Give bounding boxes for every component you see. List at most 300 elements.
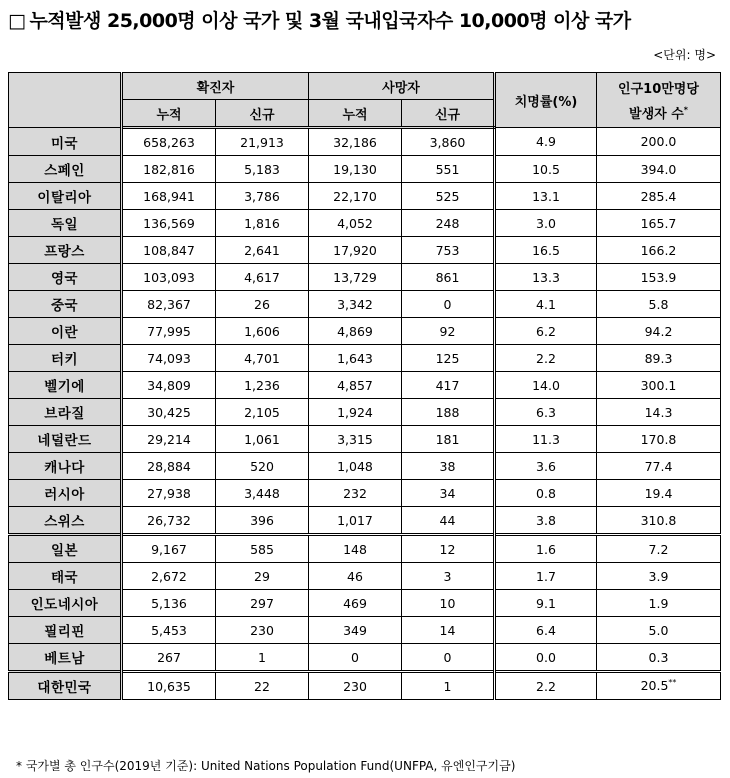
deaths-new-cell-value: 417 — [435, 377, 460, 393]
confirmed-cumulative-cell-value: 103,093 — [143, 269, 195, 285]
country-cell — [9, 264, 122, 291]
country-cell-value: 필리핀 — [44, 624, 85, 640]
confirmed-cumulative-cell — [122, 183, 216, 210]
country-cell — [9, 563, 122, 590]
deaths-new-cell — [402, 480, 495, 507]
confirmed-new-cell — [216, 644, 309, 672]
table-row — [9, 672, 721, 700]
page-title — [8, 6, 631, 33]
fatality-rate-cell-value: 2.2 — [536, 350, 556, 366]
country-cell-value: 이란 — [50, 325, 79, 341]
per100k-cell — [597, 345, 721, 372]
fatality-rate-cell-value: 1.6 — [536, 541, 556, 557]
fatality-rate-cell-value: 1.7 — [536, 568, 556, 584]
deaths-new-cell — [402, 672, 495, 700]
fatality-rate-cell — [495, 264, 597, 291]
deaths-cumulative-cell-value: 232 — [343, 485, 367, 501]
confirmed-cumulative-cell — [122, 399, 216, 426]
per100k-cell — [597, 210, 721, 237]
confirmed-cumulative-cell — [122, 617, 216, 644]
deaths-cumulative-cell — [309, 156, 402, 183]
fatality-rate-cell — [495, 156, 597, 183]
fatality-rate-cell-value: 2.2 — [536, 678, 556, 694]
deaths-cumulative-cell-value: 148 — [343, 541, 367, 557]
table-row — [9, 426, 721, 453]
per100k-cell — [597, 318, 721, 345]
confirmed-cumulative-cell — [122, 237, 216, 264]
confirmed-cumulative-cell — [122, 644, 216, 672]
confirmed-new-cell-value: 22 — [254, 678, 270, 694]
deaths-new-cell — [402, 291, 495, 318]
deaths-cumulative-cell-value: 22,170 — [333, 188, 377, 204]
per100k-cell — [597, 156, 721, 183]
deaths-cumulative-cell-value: 4,869 — [337, 323, 373, 339]
confirmed-cumulative-cell-value: 82,367 — [147, 296, 191, 312]
confirmed-cumulative-cell — [122, 563, 216, 590]
deaths-new-cell — [402, 644, 495, 672]
per100k-cell-value: 166.2 — [640, 242, 677, 258]
confirmed-new-cell — [216, 128, 309, 156]
table-row — [9, 535, 721, 563]
deaths-new-cell — [402, 453, 495, 480]
deaths-cumulative-cell — [309, 590, 402, 617]
confirmed-cumulative-cell — [122, 345, 216, 372]
confirmed-cumulative-cell — [122, 426, 216, 453]
country-cell — [9, 156, 122, 183]
deaths-cumulative-cell — [309, 399, 402, 426]
table-row — [9, 183, 721, 210]
header-per100k-mark: * — [683, 105, 688, 115]
confirmed-new-cell-value: 1,816 — [244, 215, 280, 231]
fatality-rate-cell-value: 3.8 — [536, 512, 556, 528]
confirmed-cumulative-cell — [122, 372, 216, 399]
header-deaths-cumulative: 누적 — [309, 100, 402, 128]
deaths-new-cell-value: 0 — [443, 649, 452, 665]
country-cell — [9, 183, 122, 210]
table-row — [9, 453, 721, 480]
fatality-rate-cell — [495, 644, 597, 672]
title-text: 누적발생 25,000명 이상 국가 및 3월 국내입국자수 10,000명 이상 국가 — [29, 10, 631, 32]
table-row — [9, 617, 721, 644]
confirmed-new-cell-value: 3,786 — [244, 188, 280, 204]
deaths-new-cell-value: 3 — [443, 568, 452, 584]
deaths-new-cell-value: 188 — [435, 404, 460, 420]
deaths-new-cell-value: 248 — [435, 215, 460, 231]
deaths-cumulative-cell-value: 19,130 — [333, 161, 377, 177]
confirmed-cumulative-cell — [122, 590, 216, 617]
covid-stats-table — [8, 72, 721, 700]
deaths-cumulative-cell — [309, 563, 402, 590]
header-confirmed-cumulative: 누적 — [122, 100, 216, 128]
deaths-new-cell-value: 34 — [439, 485, 456, 501]
table-row — [9, 345, 721, 372]
deaths-new-cell — [402, 264, 495, 291]
unit-label: <단위: 명> — [653, 48, 716, 62]
confirmed-cumulative-cell-value: 77,995 — [147, 323, 191, 339]
country-cell — [9, 128, 122, 156]
confirmed-new-cell-value: 3,448 — [244, 485, 280, 501]
country-cell-value: 브라질 — [44, 406, 85, 422]
per100k-cell-value: 170.8 — [640, 431, 677, 447]
deaths-new-cell-value: 38 — [439, 458, 456, 474]
deaths-cumulative-cell-value: 0 — [351, 649, 359, 665]
deaths-new-cell-value: 10 — [439, 595, 456, 611]
per100k-cell — [597, 128, 721, 156]
fatality-rate-cell — [495, 210, 597, 237]
table-body — [9, 128, 721, 700]
header-country — [9, 73, 122, 128]
confirmed-new-cell — [216, 399, 309, 426]
per100k-cell — [597, 535, 721, 563]
per100k-cell-value: 310.8 — [640, 512, 677, 528]
per100k-cell-value: 394.0 — [640, 161, 677, 177]
fatality-rate-cell — [495, 291, 597, 318]
confirmed-new-cell — [216, 345, 309, 372]
deaths-new-cell-value: 3,860 — [429, 134, 466, 150]
country-cell-value: 일본 — [50, 543, 79, 559]
confirmed-new-cell — [216, 480, 309, 507]
header-per100k — [597, 73, 721, 128]
confirmed-new-cell-value: 4,617 — [244, 269, 280, 285]
table-row — [9, 372, 721, 399]
per100k-cell-value: 89.3 — [644, 350, 673, 366]
deaths-cumulative-cell — [309, 128, 402, 156]
deaths-new-cell — [402, 507, 495, 535]
deaths-new-cell-value: 525 — [435, 188, 460, 204]
per100k-cell — [597, 644, 721, 672]
confirmed-cumulative-cell-value: 168,941 — [143, 188, 195, 204]
country-cell-value: 캐나다 — [44, 460, 85, 476]
table-row — [9, 264, 721, 291]
country-cell — [9, 617, 122, 644]
confirmed-cumulative-cell-value: 267 — [157, 649, 181, 665]
fatality-rate-cell-value: 4.9 — [536, 134, 556, 149]
table-row — [9, 237, 721, 264]
deaths-new-cell — [402, 372, 495, 399]
deaths-new-cell — [402, 399, 495, 426]
fatality-rate-cell — [495, 590, 597, 617]
deaths-new-cell-value: 14 — [439, 622, 456, 638]
fatality-rate-cell-value: 9.1 — [536, 595, 556, 611]
header-per100k-line2: 발생자 수 — [629, 107, 684, 122]
confirmed-cumulative-cell-value: 26,732 — [147, 512, 191, 528]
confirmed-cumulative-cell-value: 2,672 — [151, 568, 187, 584]
confirmed-new-cell — [216, 156, 309, 183]
per100k-cell — [597, 672, 721, 700]
deaths-cumulative-cell-value: 230 — [343, 678, 367, 694]
deaths-new-cell — [402, 617, 495, 644]
deaths-cumulative-cell-value: 1,924 — [337, 404, 373, 420]
deaths-new-cell-value: 181 — [435, 431, 460, 447]
fatality-rate-cell-value: 0.0 — [536, 649, 556, 665]
country-cell — [9, 426, 122, 453]
deaths-cumulative-cell-value: 46 — [347, 568, 363, 584]
fatality-rate-cell — [495, 237, 597, 264]
country-cell-value: 이탈리아 — [37, 190, 92, 206]
confirmed-new-cell-value: 21,913 — [240, 134, 284, 150]
deaths-cumulative-cell-value: 349 — [343, 622, 367, 638]
confirmed-new-cell-value: 520 — [250, 458, 274, 474]
header-per100k-line1: 인구10만명당 — [618, 82, 699, 97]
deaths-cumulative-cell — [309, 453, 402, 480]
confirmed-new-cell — [216, 426, 309, 453]
deaths-new-cell — [402, 156, 495, 183]
deaths-new-cell — [402, 426, 495, 453]
confirmed-new-cell-value: 2,105 — [244, 404, 280, 420]
per100k-cell-value: 0.3 — [648, 649, 669, 665]
fatality-rate-cell-value: 3.0 — [536, 215, 556, 231]
per100k-cell-value: 7.2 — [648, 541, 669, 557]
confirmed-new-cell-value: 29 — [254, 568, 270, 584]
country-cell-value: 네덜란드 — [37, 433, 92, 449]
table-row — [9, 563, 721, 590]
fatality-rate-cell — [495, 563, 597, 590]
deaths-cumulative-cell — [309, 426, 402, 453]
per100k-cell — [597, 507, 721, 535]
fatality-rate-cell — [495, 345, 597, 372]
confirmed-new-cell-value: 1 — [258, 649, 266, 665]
per100k-cell-value: 3.9 — [648, 568, 669, 584]
confirmed-new-cell — [216, 237, 309, 264]
confirmed-cumulative-cell-value: 10,635 — [147, 678, 191, 694]
confirmed-cumulative-cell — [122, 507, 216, 535]
deaths-cumulative-cell — [309, 617, 402, 644]
per100k-cell — [597, 291, 721, 318]
confirmed-new-cell-value: 1,606 — [244, 323, 280, 339]
header-deaths-new: 신규 — [402, 100, 495, 128]
deaths-cumulative-cell-value: 1,643 — [337, 350, 373, 366]
fatality-rate-cell-value: 6.4 — [536, 622, 556, 638]
confirmed-new-cell — [216, 210, 309, 237]
deaths-new-cell — [402, 237, 495, 264]
per100k-cell-value: 5.8 — [648, 296, 669, 312]
table-row — [9, 644, 721, 672]
country-cell-value: 스페인 — [44, 163, 85, 179]
deaths-cumulative-cell-value: 1,048 — [337, 458, 373, 474]
confirmed-cumulative-cell — [122, 291, 216, 318]
confirmed-new-cell — [216, 318, 309, 345]
footnote: * 국가별 총 인구수(2019년 기준): United Nations Population Fund(UNFPA, 유엔인구기금) — [16, 759, 516, 773]
per100k-cell — [597, 183, 721, 210]
deaths-cumulative-cell — [309, 345, 402, 372]
header-deaths: 사망자 — [309, 73, 495, 100]
per100k-cell — [597, 563, 721, 590]
confirmed-cumulative-cell-value: 5,453 — [151, 622, 187, 638]
confirmed-new-cell-value: 26 — [254, 296, 270, 312]
deaths-new-cell — [402, 535, 495, 563]
fatality-rate-cell — [495, 128, 597, 156]
fatality-rate-cell-value: 11.3 — [532, 431, 560, 447]
confirmed-cumulative-cell — [122, 480, 216, 507]
deaths-new-cell-value: 0 — [443, 296, 452, 312]
country-cell-value: 중국 — [50, 298, 79, 314]
per100k-cell-value: 300.1 — [640, 377, 677, 393]
per100k-cell — [597, 480, 721, 507]
country-cell-value: 프랑스 — [44, 244, 85, 260]
deaths-new-cell — [402, 590, 495, 617]
per100k-mark: ** — [668, 678, 677, 688]
deaths-new-cell-value: 1 — [443, 678, 452, 694]
fatality-rate-cell — [495, 617, 597, 644]
confirmed-cumulative-cell-value: 27,938 — [147, 485, 191, 501]
confirmed-cumulative-cell — [122, 318, 216, 345]
confirmed-cumulative-cell-value: 182,816 — [143, 161, 195, 177]
deaths-new-cell-value: 92 — [439, 323, 456, 339]
deaths-new-cell-value: 861 — [435, 269, 460, 285]
fatality-rate-cell-value: 6.3 — [536, 404, 556, 420]
confirmed-new-cell — [216, 535, 309, 563]
deaths-new-cell-value: 12 — [439, 541, 456, 557]
deaths-cumulative-cell — [309, 535, 402, 563]
deaths-cumulative-cell-value: 3,342 — [337, 296, 373, 312]
deaths-cumulative-cell-value: 13,729 — [333, 269, 377, 285]
checkbox-square-icon: □ — [8, 10, 26, 32]
confirmed-cumulative-cell-value: 658,263 — [143, 134, 195, 150]
per100k-cell-value: 94.2 — [644, 323, 673, 339]
deaths-cumulative-cell — [309, 210, 402, 237]
per100k-cell-value: 1.9 — [648, 595, 669, 611]
fatality-rate-cell — [495, 426, 597, 453]
deaths-new-cell-value: 551 — [435, 161, 460, 177]
deaths-cumulative-cell — [309, 291, 402, 318]
per100k-cell — [597, 617, 721, 644]
confirmed-cumulative-cell-value: 34,809 — [147, 377, 191, 393]
country-cell-value: 터키 — [50, 352, 79, 368]
confirmed-cumulative-cell-value: 74,093 — [147, 350, 191, 366]
confirmed-new-cell — [216, 291, 309, 318]
header-confirmed-new: 신규 — [216, 100, 309, 128]
fatality-rate-cell — [495, 507, 597, 535]
deaths-new-cell-value: 44 — [439, 512, 456, 528]
confirmed-new-cell — [216, 264, 309, 291]
per100k-cell-value: 200.0 — [640, 134, 677, 149]
table-row — [9, 590, 721, 617]
fatality-rate-cell-value: 16.5 — [532, 242, 560, 258]
table-row — [9, 480, 721, 507]
table-row — [9, 318, 721, 345]
country-cell-value: 영국 — [50, 271, 79, 287]
confirmed-new-cell-value: 1,236 — [244, 377, 280, 393]
confirmed-cumulative-cell — [122, 210, 216, 237]
table-row — [9, 156, 721, 183]
per100k-cell-value: 5.0 — [648, 622, 669, 638]
deaths-new-cell — [402, 563, 495, 590]
confirmed-new-cell-value: 4,701 — [244, 350, 280, 366]
deaths-cumulative-cell-value: 1,017 — [337, 512, 373, 528]
deaths-cumulative-cell-value: 17,920 — [333, 242, 377, 258]
deaths-cumulative-cell-value: 4,052 — [337, 215, 373, 231]
confirmed-new-cell-value: 585 — [250, 541, 274, 557]
confirmed-cumulative-cell — [122, 453, 216, 480]
country-cell — [9, 480, 122, 507]
country-cell — [9, 372, 122, 399]
confirmed-new-cell-value: 396 — [250, 512, 274, 528]
confirmed-cumulative-cell-value: 136,569 — [143, 215, 195, 231]
country-cell-value: 인도네시아 — [30, 597, 99, 613]
fatality-rate-cell-value: 13.3 — [532, 269, 560, 285]
per100k-cell — [597, 453, 721, 480]
confirmed-cumulative-cell-value: 5,136 — [151, 595, 187, 611]
country-cell-value: 대한민국 — [37, 680, 92, 696]
country-cell-value: 러시아 — [44, 487, 85, 503]
deaths-new-cell-value: 125 — [435, 350, 460, 366]
deaths-cumulative-cell — [309, 480, 402, 507]
per100k-cell-value: 77.4 — [644, 458, 673, 474]
deaths-new-cell-value: 753 — [435, 242, 460, 258]
confirmed-cumulative-cell-value: 30,425 — [147, 404, 191, 420]
fatality-rate-cell — [495, 672, 597, 700]
fatality-rate-cell-value: 4.1 — [536, 296, 556, 312]
confirmed-new-cell-value: 2,641 — [244, 242, 280, 258]
confirmed-new-cell — [216, 183, 309, 210]
deaths-cumulative-cell — [309, 183, 402, 210]
deaths-cumulative-cell — [309, 237, 402, 264]
country-cell — [9, 590, 122, 617]
country-cell — [9, 291, 122, 318]
per100k-cell — [597, 372, 721, 399]
fatality-rate-cell — [495, 372, 597, 399]
confirmed-cumulative-cell — [122, 535, 216, 563]
country-cell — [9, 507, 122, 535]
deaths-cumulative-cell-value: 469 — [343, 595, 367, 611]
per100k-cell-value: 165.7 — [640, 215, 677, 231]
deaths-cumulative-cell-value: 4,857 — [337, 377, 373, 393]
fatality-rate-cell-value: 0.8 — [536, 485, 556, 501]
confirmed-new-cell-value: 5,183 — [244, 161, 280, 177]
fatality-rate-cell-value: 13.1 — [532, 188, 560, 204]
per100k-cell-value: 14.3 — [644, 404, 673, 420]
deaths-cumulative-cell-value: 32,186 — [333, 134, 377, 150]
confirmed-new-cell — [216, 507, 309, 535]
confirmed-new-cell — [216, 672, 309, 700]
deaths-cumulative-cell-value: 3,315 — [337, 431, 373, 447]
confirmed-cumulative-cell-value: 9,167 — [151, 541, 187, 557]
per100k-cell-value: 19.4 — [644, 485, 673, 501]
confirmed-cumulative-cell-value: 28,884 — [147, 458, 191, 474]
table-row — [9, 210, 721, 237]
table-row — [9, 128, 721, 156]
per100k-cell — [597, 399, 721, 426]
country-cell — [9, 453, 122, 480]
confirmed-cumulative-cell-value: 29,214 — [147, 431, 191, 447]
country-cell-value: 태국 — [50, 570, 79, 586]
confirmed-new-cell-value: 230 — [250, 622, 274, 638]
fatality-rate-cell-value: 14.0 — [532, 377, 560, 393]
country-cell — [9, 237, 122, 264]
country-cell-value: 스위스 — [44, 514, 85, 530]
confirmed-new-cell — [216, 617, 309, 644]
country-cell-value: 벨기에 — [44, 379, 85, 395]
table-row — [9, 507, 721, 535]
fatality-rate-cell — [495, 480, 597, 507]
country-cell — [9, 535, 122, 563]
deaths-cumulative-cell — [309, 372, 402, 399]
fatality-rate-cell — [495, 453, 597, 480]
confirmed-new-cell — [216, 590, 309, 617]
per100k-cell — [597, 237, 721, 264]
per100k-cell — [597, 264, 721, 291]
per100k-cell-value: 285.4 — [640, 188, 677, 204]
fatality-rate-cell — [495, 318, 597, 345]
confirmed-new-cell — [216, 563, 309, 590]
deaths-cumulative-cell — [309, 264, 402, 291]
country-cell — [9, 318, 122, 345]
deaths-new-cell — [402, 183, 495, 210]
per100k-cell — [597, 426, 721, 453]
deaths-new-cell — [402, 128, 495, 156]
deaths-new-cell — [402, 210, 495, 237]
country-cell-value: 미국 — [50, 135, 79, 152]
